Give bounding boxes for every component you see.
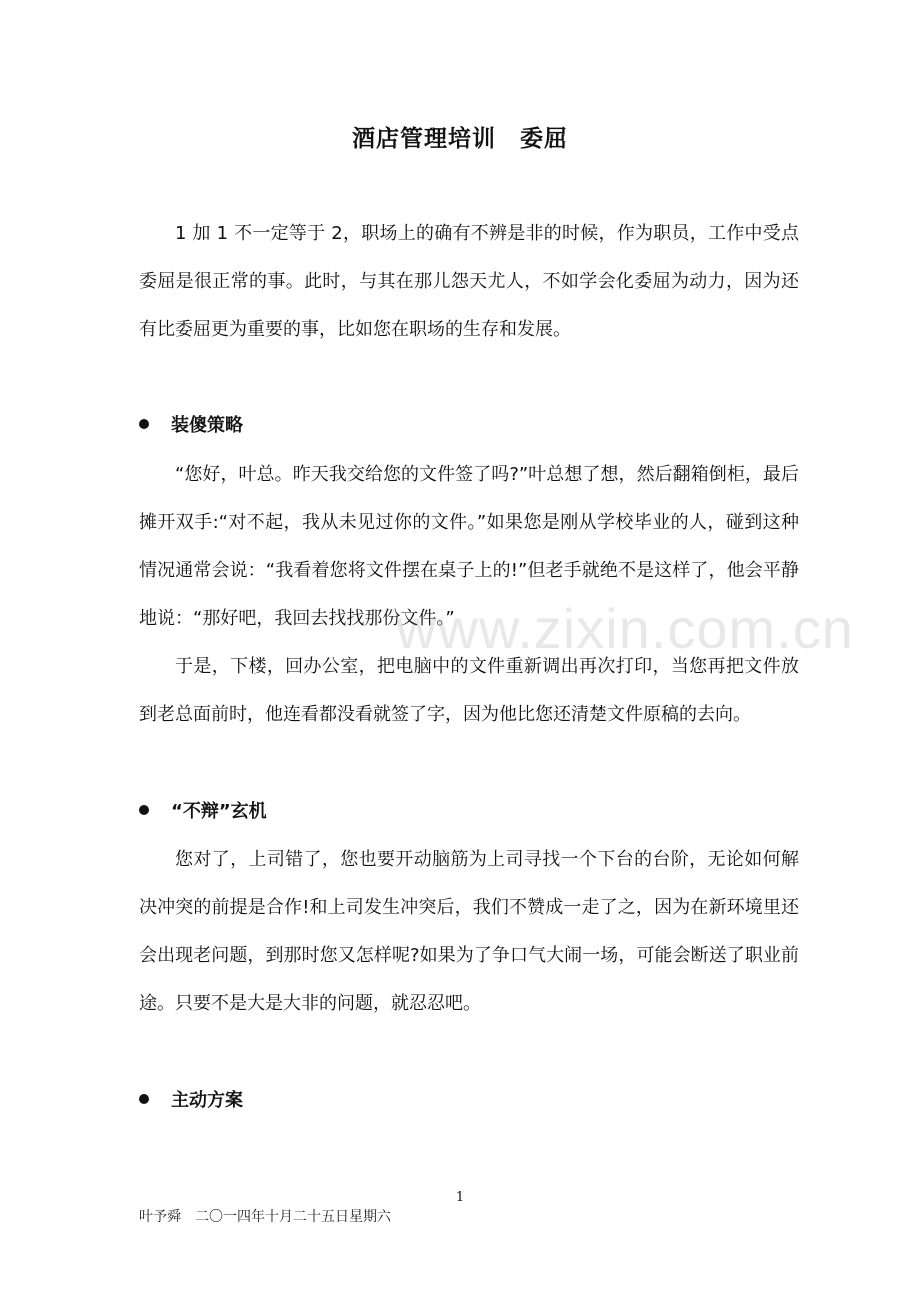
page-number: 1: [455, 1190, 465, 1205]
section-1-paragraph-2: 于是，下楼，回办公室，把电脑中的文件重新调出再次打印，当您再把文件放到老总面前时，他连看都没看就签了字，因为他比您还清楚文件原稿的去向。: [139, 656, 799, 725]
section-1-paragraph-1: “您好，叶总。昨天我交给您的文件签了吗?”叶总想了想，然后翻箱倒柜，最后摊开双手:“对不起，我从未见过你的文件。”如果您是刚从学校毕业的人，碰到这种情况通常会说：“我看着您将文件摆在桌子上的!”但老手就绝不是这样了，他会平静地说：“那好吧，我回去找找那份文件。”: [139, 464, 799, 629]
section-heading-1: 装傻策略: [139, 414, 243, 438]
watermark: www.zixin.com.cn: [396, 597, 854, 660]
intro-paragraph: 1 加 1 不一定等于 2，职场上的确有不辨是非的时候，作为职员，工作中受点委屈是很正常的事。此时，与其在那儿怨天尤人，不如学会化委屈为动力，因为还有比委屈更为重要的事，比如您在职场的生存和发展。: [139, 223, 799, 340]
section-2-paragraph-1: 您对了，上司错了，您也要开动脑筋为上司寻找一个下台的台阶，无论如何解决冲突的前提是合作!和上司发生冲突后，我们不赞成一走了之，因为在新环境里还会出现老问题，到那时您又怎样呢?如果为了争口气大闹一场，可能会断送了职业前途。只要不是大是大非的问题，就忍忍吧。: [139, 849, 799, 1014]
title-main: 酒店管理培训: [352, 126, 496, 152]
bullet-icon: [139, 1094, 149, 1104]
section-heading-3: 主动方案: [139, 1089, 243, 1113]
section-2-body: [139, 836, 799, 1028]
intro-block: [139, 210, 799, 354]
bullet-icon: [139, 805, 149, 815]
title-sub: 委屈: [520, 126, 568, 152]
section-heading-2: “不辩”玄机: [139, 800, 267, 824]
page-title: [0, 120, 920, 153]
footer-text: 叶予舜 二〇一四年十月二十五日星期六: [139, 1209, 391, 1225]
bullet-icon: [139, 419, 149, 429]
section-1-body: [139, 451, 799, 739]
